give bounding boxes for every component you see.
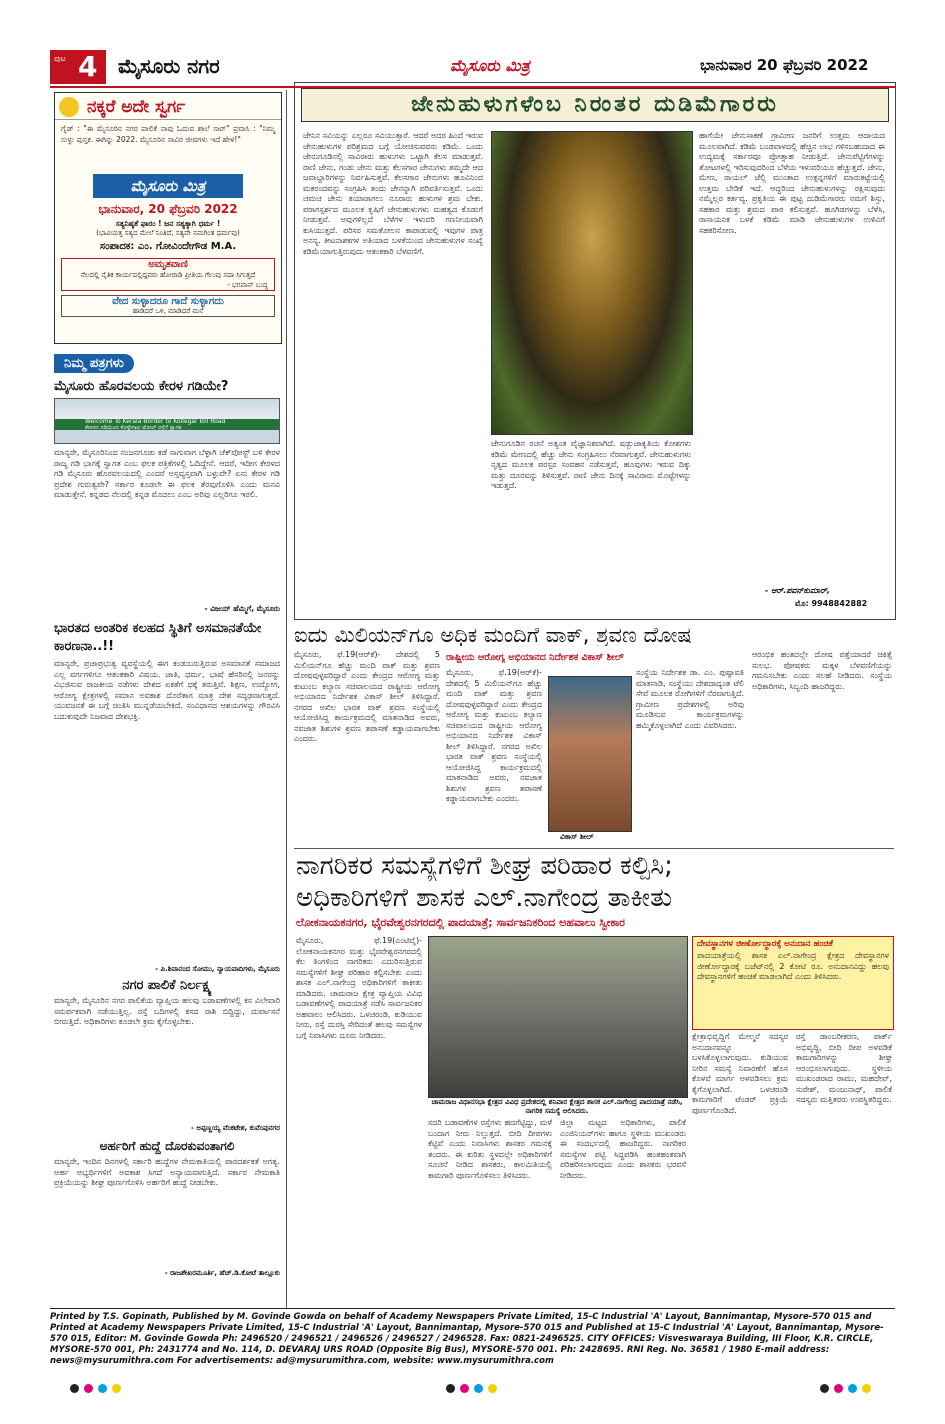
temple-box-body: ಪಾದಯಾತ್ರೆಯಲ್ಲಿ ಶಾಸಕ ಎಲ್.ನಾಗೇಂದ್ರ ಕ್ಷೇತ್ರದ ದೇವಸ್ಥಾನಗಳ ಜೀರ್ಣೋದ್ಧಾರಕ್ಕೆ ಬಜೆಟ್‌ನಲ್ಲಿ 2 ಕೋಟಿ ರೂ. ಅನುದಾನವಿದ್ದು ಹಲವು ದೇವಸ್ಥಾನಗಳಿಗೆ ಹಂಚಿಕೆ ಮಾಡಲಾಗಿದೆ ಎಂದು ತಿಳಿಸಿದರು. [697, 951, 889, 981]
walk-photo-caption: ವಿಕಾಸ್ ಶೀಲ್ [560, 832, 594, 841]
letter1-headline: ಮೈಸೂರು ಹೊರವಲಯ ಕೇರಳ ಗಡಿಯೇ? [54, 379, 229, 394]
letter2-signature: - ಪಿ.ಶಿವಾನಂದ ಸೋಮು, ನ್ಯಾಯವಾದಿಗಳು, ಮೈಸೂರು [155, 965, 280, 973]
nagarika-col4b: ರಸ್ತೆ ಡಾಂಬರೀಕರಣ, ಪಾರ್ಕ್ ಅಭಿವೃದ್ಧಿ, ಬೀದಿ ದೀಪ ಅಳವಡಿಕೆ ಕಾಮಗಾರಿಗಳನ್ನು ಶೀಘ್ರ ಆರಂಭಿಸಲಾಗುವುದು. ಸ್ಥಳೀಯ ಮುಖಂಡರಾದ ರಾಮು, ಮಹದೇವ್, ಸುರೇಶ್, ಮಂಜುನಾಥ್, ಪಾಲಿಕೆ ಸದಸ್ಯರು ಮತ್ತಿತರರು ಉಪಸ್ಥಿತರಿದ್ದರು. [796, 1032, 892, 1104]
page-number-box [50, 50, 106, 84]
veda-sub: ಹಾಡಿದರೆ ಒಳಿ, ಮಾಡಿದರೆ ಮನೆ [132, 307, 204, 315]
nakkare-joke: ಗೈಡ್ : "ಈ ಮೈಸೂರಿನ ನಗರ ಪಾಲಿಕೆ ನಾವು ಓದುವ ಶಾಲೆ ಸಾರ್" ಪ್ರವಾಸಿ : "ನಿಮ್ಮ ಸುಳ್ಳು ಪುಸ್ತಕ. ಈಗಿನ್ನು 2022. ಮೈಸೂರಿನ ಸಾವಿರ ಜೀವಗಳು ಇದೆ ಹೇಳಿ!" [61, 124, 275, 144]
letters-column [54, 352, 280, 1278]
amrutavani-author: - ಭಗವಾನ್ ಬುದ್ಧ [227, 281, 268, 289]
bee-article [294, 82, 896, 620]
masthead-mini: ಮೈಸೂರು ಮಿತ್ರ [450, 56, 530, 75]
page-number: 4 [78, 50, 98, 83]
letter4-headline: ಅರ್ಹರಿಗೆ ಹುದ್ದೆ ದೊರಕುವಂತಾಗಲಿ [99, 1139, 235, 1153]
padayatra-caption: ಚಾಮರಾಜ ವಿಧಾನಸಭಾ ಕ್ಷೇತ್ರದ ವಿವಿಧ ಪ್ರದೇಶದಲ್ಲಿ ಶನಿವಾರ ಕ್ಷೇತ್ರದ ಶಾಸಕ ಎಲ್.ನಾಗೇಂದ್ರ ಪಾದಯಾತ್ರೆ ನಡೆಸಿ, ನಾಗರಿಕ ಸಮಸ್ಯೆ ಆಲಿಸಿದರು. [431, 1098, 683, 1115]
beehive-photo [491, 131, 693, 435]
brand-banner: ಮೈಸೂರು ಮಿತ್ರ [93, 174, 243, 198]
nakkare-date: ಭಾನುವಾರ, 20 ಫೆಬ್ರವರಿ 2022 [98, 202, 238, 216]
bee-phone: ಮೊ: 9948842882 [795, 599, 868, 608]
registration-dots-center [446, 1378, 502, 1397]
letter1-body: ಮಾನ್ಯರೇ, ಮೈಸೂರಿನಿಂದ ನಂಜನಗೂಡು ಕಡೆ ಸಾಗುವಾಗ ಬೆಳ್ಳಾಗಿ ಚೆಕ್‌ಪೋಸ್ಟ್ ಬಳಿ ಕೇರಳ ರಾಜ್ಯ ಗಡಿ ಭಾಗಕ್ಕೆ ಸ್ವಾಗತ ಎಂಬ ಫಲಕ ಪತ್ರಿಕೆಗಳಲ್ಲಿ ಓದಿದ್ದೇನೆ. ಆದರೆ, ಇದೀಗ ಕೇರಳದ ಗಡಿ ಮೈಸೂರು ಹೊರವಲಯದಲ್ಲಿ ಎಂದರೆ ಅಸ್ತವ್ಯಸ್ತವಾಗಿ ಬಳ್ಳುವೇ? ಏನು ಕೇರಳ ಗಡಿ ಪ್ರದೇಶ ಗುರುತ್ವವೇ? ಸರ್ಕಾರ ಕೂಡಲೇ ಈ ಫಲಕ ತೆರವುಗೊಳಿಸಿ ಎಂದು ಮನವಿ ಮಾಡುತ್ತೇನೆ. ಕನ್ನಡದ ನೆಲದಲ್ಲಿ ಕನ್ನಡ ಮೊದಲು ಎಂಬ ಅರಿವು ಎಲ್ಲರಿಗೂ ಇರಲಿ. [54, 448, 280, 499]
temple-box-title: ದೇವಸ್ಥಾನಗಳ ಜೀರ್ಣೋದ್ಧಾರಕ್ಕೆ ಅನುದಾನ ಹಂಚಿಕೆ [697, 939, 833, 949]
veda-text: ವೇದ ಸುಳ್ಳಾದರೂ ಗಾದೆ ಸುಳ್ಳಾಗದು [112, 296, 224, 307]
imprint-line: Printed by T.S. Gopinath, Published by M. Govinde Gowda on behalf of Academy Newspapers Private Limited, 15-C Industrial 'A' Layout, Bannimantap, Mysore-570 015 and Printed at Academy Newspapers Private Limited, 15-C Industrial 'A' Layout, Bannimantap, Mysore-570 015 and Published at 15-C Industrial 'A' Layout, Bannimantap, Mysore-570 015, Editor: M. Govinde Gowda Ph: 2496520 / 2496521 / 2496526 / 2496527 / 2496528. Fax: 0821-2496525. CITY OFFICES: Visveswaraya Building, III Floor, K.R. CIRCLE, MYSORE-570 001, Ph: 2431774 and No. 114, D. DEVARAJ URS ROAD (Opposite Big Bus), MYSORE-570 001. Ph: 2428695. RNI Reg. No. 36581 / 1980 E-mail address: news@mysurumithra.com For advertisements: ad@mysurumithra.com, website: www.mysurumithra.com [50, 1312, 884, 1366]
section-title: ಮೈಸೂರು ನಗರ [118, 54, 220, 78]
sign-kannada: ಕೇರಳದ ಗಡಿಯಿಂದ ಕೊಳ್ಳೇಗಾಲ ಟೋಲ್ ರಸ್ತೆಗೆ ಸ್ವಾಗತ [85, 425, 182, 431]
bee-col2: ಜೇನುಗೂಡಿನ ರಚನೆ ಅತ್ಯಂತ ವೈಜ್ಞಾನಿಕವಾಗಿದೆ. ಷಡ್ಭುಜಾಕೃತಿಯ ಕೋಶಗಳು ಕಡಿಮೆ ಮೇಣದಲ್ಲಿ ಹೆಚ್ಚು ಜೇನು ಸಂಗ್ರಹಿಸಲು ನೆರವಾಗುತ್ತವೆ. ಜೇನುಹುಳುಗಳು ನೃತ್ಯದ ಮೂಲಕ ಪರಸ್ಪರ ಸಂವಹನ ನಡೆಸುತ್ತವೆ, ಹೂವುಗಳು ಇರುವ ದಿಕ್ಕು ಮತ್ತು ದೂರವನ್ನು ತಿಳಿಸುತ್ತವೆ. ರಾಣಿ ಜೇನು ದಿನಕ್ಕೆ ಸಾವಿರಾರು ಮೊಟ್ಟೆಗಳನ್ನು ಇಡುತ್ತದೆ. [491, 439, 691, 490]
tagline-2: (ಭಾವಿಯತ್ತ ಸತ್ಯದ ಮೇಲೆ ನಿಂತಿದೆ, ಸತ್ಯವೇ ನಮಗಿಂತ ಧರ್ಮವು) [96, 229, 240, 237]
letter1-signature: - ವಿಜಯ್ ಹೆಮ್ಮಿಗೆ, ಮೈಸೂರು [204, 604, 280, 613]
bee-col3: ಹಾಗೆಯೇ ಜೇನುಸಾಕಣೆ ಗ್ರಾಮೀಣ ಜನರಿಗೆ ಉತ್ತಮ ಆದಾಯದ ಮೂಲವಾಗಿದೆ. ಕಡಿಮೆ ಬಂಡವಾಳದಲ್ಲಿ ಹೆಚ್ಚಿನ ಲಾಭ ಗಳಿಸಬಹುದಾದ ಈ ಉದ್ಯಮಕ್ಕೆ ಸರ್ಕಾರವೂ ಪ್ರೋತ್ಸಾಹ ನೀಡುತ್ತಿದೆ. ಜೇನುಪೆಟ್ಟಿಗೆಗಳನ್ನು ತೋಟಗಳಲ್ಲಿ ಇರಿಸುವುದರಿಂದ ಬೆಳೆಯ ಇಳುವರಿಯೂ ಹೆಚ್ಚುತ್ತದೆ. ಜೇನು, ಮೇಣ, ರಾಯಲ್ ಜೆಲ್ಲಿ ಮುಂತಾದ ಉತ್ಪನ್ನಗಳಿಗೆ ಮಾರುಕಟ್ಟೆಯಲ್ಲಿ ಉತ್ತಮ ಬೇಡಿಕೆ ಇದೆ. ಆದ್ದರಿಂದ ಜೇನುಹುಳುಗಳನ್ನು ರಕ್ಷಿಸುವುದು ನಮ್ಮೆಲ್ಲರ ಕರ್ತವ್ಯ. ಪ್ರಕೃತಿಯ ಈ ಪುಟ್ಟ ದುಡಿಮೆಗಾರರು ನಮಗೆ ಶಿಸ್ತು, ಸಹಕಾರ ಮತ್ತು ಶ್ರಮದ ಪಾಠ ಕಲಿಸುತ್ತವೆ. ಹೂಗಿಡಗಳನ್ನು ಬೆಳೆಸಿ, ರಾಸಾಯನಿಕ ಬಳಕೆ ಕಡಿಮೆ ಮಾಡಿ ಜೇನುಹುಳುಗಳ ಉಳಿವಿಗೆ ಸಹಕರಿಸೋಣ. [699, 131, 885, 235]
letter4-body: ಮಾನ್ಯರೇ, ಇಂದಿನ ದಿನಗಳಲ್ಲಿ ಸರ್ಕಾರಿ ಹುದ್ದೆಗಳ ನೇಮಕಾತಿಯಲ್ಲಿ ಪಾರದರ್ಶಕತೆ ಅಗತ್ಯ. ಅರ್ಹ ಅಭ್ಯರ್ಥಿಗಳಿಗೆ ಅವಕಾಶ ಸಿಗದೆ ಅನ್ಯಾಯವಾಗುತ್ತಿದೆ. ಸರ್ಕಾರ ನೇಮಕಾತಿ ಪ್ರಕ್ರಿಯೆಯನ್ನು ಶೀಘ್ರ ಪೂರ್ಣಗೊಳಿಸಿ ಅರ್ಹರಿಗೆ ಹುದ್ದೆ ನೀಡಬೇಕು. [54, 1157, 280, 1187]
letter2-headline: ಭಾರತದ ಅಂತರಿಕ ಕಲಹದ ಸ್ಥಿತಿಗೆ ಅಸಮಾನತೆಯೇ ಕಾರಣನಾ..!! [54, 621, 262, 654]
bee-col1: ಜೇನಿನ ಸವಿಯನ್ನು ಎಲ್ಲರೂ ಸವಿಯುತ್ತಾರೆ. ಆದರೆ ಅದರ ಹಿಂದೆ ಇರುವ ಜೇನುಹುಳುಗಳ ಪರಿಶ್ರಮದ ಬಗ್ಗೆ ಯೋಚಿಸುವವರು ಕಡಿಮೆ. ಒಂದು ಜೇನುಗೂಡಿನಲ್ಲಿ ಸಾವಿರಾರು ಹುಳುಗಳು ಒಟ್ಟಾಗಿ ಕೆಲಸ ಮಾಡುತ್ತವೆ. ರಾಣಿ ಜೇನು, ಗಂಡು ಜೇನು ಮತ್ತು ಕೆಲಸಗಾರ ಜೇನುಗಳು ತಮ್ಮದೇ ಆದ ಜವಾಬ್ದಾರಿಗಳನ್ನು ನಿರ್ವಹಿಸುತ್ತವೆ. ಕೆಲಸಗಾರ ಜೇನುಗಳು ಹೂವಿನಿಂದ ಮಕರಂದವನ್ನು ಸಂಗ್ರಹಿಸಿ ತಂದು ಜೇನನ್ನಾಗಿ ಪರಿವರ್ತಿಸುತ್ತವೆ. ಒಂದು ಚಮಚ ಜೇನು ತಯಾರಾಗಲು ನೂರಾರು ಹುಳುಗಳ ಶ್ರಮ ಬೇಕು. ಪರಾಗಸ್ಪರ್ಶದ ಮೂಲಕ ಕೃಷಿಗೆ ಜೇನುಹುಳುಗಳು ಮಹತ್ವದ ಕೊಡುಗೆ ನೀಡುತ್ತವೆ. ಅವುಗಳಿಲ್ಲದೆ ಬೆಳೆಗಳ ಇಳುವರಿ ಗಣನೀಯವಾಗಿ ಕುಸಿಯುತ್ತದೆ. ಪರಿಸರ ಸಮತೋಲನ ಕಾಪಾಡುವಲ್ಲಿ ಇವುಗಳ ಪಾತ್ರ ಅನನ್ಯ. ಕೀಟನಾಶಕಗಳ ಅತಿಯಾದ ಬಳಕೆಯಿಂದ ಜೇನುಹುಳುಗಳ ಸಂಖ್ಯೆ ಕಡಿಮೆಯಾಗುತ್ತಿರುವುದು ಆತಂಕಕಾರಿ ಬೆಳವಣಿಗೆ. [303, 131, 483, 256]
bee-headline: ಜೇನುಹುಳುಗಳೆಂಬ ನಿರಂತರ ದುಡಿಮೆಗಾರರು [301, 88, 889, 122]
registration-dots-left [70, 1378, 126, 1397]
nagarika-subheadline: ಲೋಕನಾಯಕನಗರ, ಭೈರವೇಶ್ವರನಗರದಲ್ಲಿ ಪಾದಯಾತ್ರೆ; ಸಾರ್ವಜನಿಕರಿಂದ ಅಹವಾಲು ಸ್ವೀಕಾರ [296, 916, 625, 929]
nagarika-col1: ಮೈಸೂರು, ಫೆ.19(ಎಂಟಿವೈ)- ಲೋಕನಾಯಕನಗರ ಮತ್ತು ಭೈರವೇಶ್ವರನಗರದಲ್ಲಿ ಕೆಲ ತಿಂಗಳಿಂದ ನಾಗರಿಕರು ಎದುರಿಸುತ್ತಿರುವ ಸಮಸ್ಯೆಗಳಿಗೆ ಶೀಘ್ರ ಪರಿಹಾರ ಕಲ್ಪಿಸಬೇಕು ಎಂದು ಶಾಸಕ ಎಲ್.ನಾಗೇಂದ್ರ ಅಧಿಕಾರಿಗಳಿಗೆ ತಾಕೀತು ಮಾಡಿದರು. ಚಾಮರಾಜ ಕ್ಷೇತ್ರ ವ್ಯಾಪ್ತಿಯ ವಿವಿಧ ಬಡಾವಣೆಗಳಲ್ಲಿ ಪಾದಯಾತ್ರೆ ನಡೆಸಿ ಸಾರ್ವಜನಿಕರ ಅಹವಾಲು ಆಲಿಸಿದರು. ಒಳಚರಂಡಿ, ಕುಡಿಯುವ ನೀರು, ರಸ್ತೆ ದುರಸ್ತಿ ಸೇರಿದಂತೆ ಹಲವು ಸಮಸ್ಯೆಗಳ ಬಗ್ಗೆ ನಿವಾಸಿಗಳು ದೂರು ನೀಡಿದರು. [296, 936, 422, 1040]
nagarika-headline-1: ನಾಗರಿಕರ ಸಮಸ್ಯೆಗಳಿಗೆ ಶೀಘ್ರ ಪರಿಹಾರ ಕಲ್ಪಿಸಿ; [296, 851, 673, 881]
amrutavani-title: ಅಮೃತವಾಣಿ [148, 259, 188, 270]
kerala-sign-photo [54, 398, 280, 444]
registration-dots-right [820, 1378, 876, 1397]
sign-english: Welcome To Kerala Border to Kollegal Toll Road [85, 418, 226, 425]
letter3-signature: - ಅಪ್ಪಣ್ಣಯ್ಯ ವೆಂಕಟೇಶ, ಕುವೆಂಪುನಗರ [190, 1124, 280, 1132]
walk-headline: ಐದು ಮಿಲಿಯನ್‌ಗೂ ಅಧಿಕ ಮಂದಿಗೆ ವಾಕ್, ಶ್ರವಣ ದೋಷ [294, 624, 692, 646]
amrutavani-text: ನೆಲದಲ್ಲಿ ನೈತಿಕ ಕಾರ್ಯದಲ್ಲಿದ್ದವರು ಹೋರಾಡಿ ಪ್ರೀತಿಯ ಗೆಲುವು ಸದಾ ಸಿಗುತ್ತದೆ [80, 271, 256, 279]
nakkare-box [54, 92, 282, 344]
letter4-signature: - ರಾಜಶೇಖರಮೂರ್ತಿ, ಹೆಚ್.ಡಿ.ಕೋಟೆ ತಾಲ್ಲೂಕು [164, 1269, 280, 1277]
letter3-body: ಮಾನ್ಯರೇ, ಮೈಸೂರಿನ ನಗರ ಪಾಲಿಕೆಯ ವ್ಯಾಪ್ತಿಯ ಹಲವು ಬಡಾವಣೆಗಳಲ್ಲಿ ಕಸ ವಿಲೇವಾರಿ ಸಮರ್ಪಕವಾಗಿ ನಡೆಯುತ್ತಿಲ್ಲ. ರಸ್ತೆ ಬದಿಗಳಲ್ಲಿ ಕಸದ ರಾಶಿ ಬಿದ್ದಿದ್ದು, ದುರ್ವಾಸನೆ ಬೀರುತ್ತಿದೆ. ಅಧಿಕಾರಿಗಳು ಕೂಡಲೇ ಕ್ರಮ ಕೈಗೊಳ್ಳಬೇಕು. [54, 996, 280, 1026]
padayatra-photo [428, 936, 688, 1098]
bee-byline: - ಆರ್.ಪವನ್‌ಕುಮಾರ್, [765, 586, 830, 595]
letter3-headline: ನಗರ ಪಾಲಿಕೆ ನಿರ್ಲಕ್ಷ್ಯ [122, 978, 212, 993]
nagarika-col4a: ಕ್ಷೇತ್ರಾಭಿವೃದ್ಧಿಗೆ ಮೇಲ್ಮನೆ ಸದಸ್ಯರ ಅನುದಾನವನ್ನೂ ಬಳಸಿಕೊಳ್ಳಲಾಗುವುದು. ಕುಡಿಯುವ ನೀರಿನ ಸಮಸ್ಯೆ ನಿವಾರಣೆಗೆ ಹೊಸ ಕೊಳವೆ ಮಾರ್ಗ ಅಳವಡಿಸಲು ಕ್ರಮ ಕೈಗೊಳ್ಳಲಾಗಿದೆ. ಒಳಚರಂಡಿ ಕಾಮಗಾರಿಗೆ ಟೆಂಡರ್ ಪ್ರಕ್ರಿಯೆ ಪೂರ್ಣಗೊಂಡಿದೆ. [692, 1032, 788, 1115]
page-label: ಪುಟ [54, 54, 66, 63]
walk-col4: ಆರಂಭಿಕ ಹಂತದಲ್ಲೇ ದೋಷ ಪತ್ತೆಯಾದರೆ ಚಿಕಿತ್ಸೆ ಸುಲಭ. ಪೋಷಕರು ಮಕ್ಕಳ ಬೆಳವಣಿಗೆಯನ್ನು ಗಮನಿಸಬೇಕು ಎಂದು ಸಲಹೆ ನೀಡಿದರು. ಸಂಸ್ಥೆಯ ಅಧಿಕಾರಿಗಳು, ಸಿಬ್ಬಂದಿ ಹಾಜರಿದ್ದರು. [752, 650, 892, 691]
tagline-1: ಸತ್ಯನಿಷ್ಠತೆ ಫಾರಂ ! ಜನ ಸತ್ಯಕ್ಕಾಗಿ ಧರ್ಮ ! [115, 219, 221, 228]
editor-line: ಸಂಪಾದಕ: ಎಂ. ಗೋವಿಂದೇಗೌಡ M.A. [99, 241, 237, 252]
walk-col2: ಮೈಸೂರು, ಫೆ.19(ಆರ್‌ಕೆ)- ದೇಶದಲ್ಲಿ 5 ಮಿಲಿಯನ್‌ಗೂ ಹೆಚ್ಚು ಮಂದಿ ವಾಕ್ ಮತ್ತು ಶ್ರವಣ ದೋಷವುಳ್ಳವರಿದ್ದಾರೆ ಎಂದು ಕೇಂದ್ರದ ಆರೋಗ್ಯ ಮತ್ತು ಕುಟುಂಬ ಕಲ್ಯಾಣ ಸಚಿವಾಲಯದ ರಾಷ್ಟ್ರೀಯ ಆರೋಗ್ಯ ಅಭಿಯಾನದ ನಿರ್ದೇಶಕ ವಿಕಾಸ್ ಶೀಲ್ ತಿಳಿಸಿದ್ದಾರೆ. ನಗರದ ಅಖಿಲ ಭಾರತ ವಾಕ್ ಶ್ರವಣ ಸಂಸ್ಥೆಯಲ್ಲಿ ಆಯೋಜಿಸಿದ್ದ ಕಾರ್ಯಕ್ರಮದಲ್ಲಿ ಮಾತನಾಡಿದ ಅವರು, ನವಜಾತ ಶಿಶುಗಳ ಶ್ರವಣ ತಪಾಸಣೆ ಕಡ್ಡಾಯವಾಗಬೇಕು ಎಂದರು. [446, 668, 542, 803]
letter2-body: ಮಾನ್ಯರೇ, ಪ್ರಜಾಪ್ರಭುತ್ವ ವ್ಯವಸ್ಥೆಯಲ್ಲಿ ಈಗ ಕಂಡುಬರುತ್ತಿರುವ ಅಸಮಾನತೆ ಸಮಾಜದ ಎಲ್ಲ ವರ್ಗಗಳಿಗೂ ಆತಂಕಕಾರಿ ವಿಷಯ. ಜಾತಿ, ಧರ್ಮ, ಭಾಷೆ ಹೆಸರಿನಲ್ಲಿ ಜನರನ್ನು ವಿಭಜಿಸುವ ರಾಜಕೀಯ ನಡೆಗಳು ದೇಶದ ಏಕತೆಗೆ ಧಕ್ಕೆ ತರುತ್ತಿವೆ. ಶಿಕ್ಷಣ, ಉದ್ಯೋಗ, ಆರೋಗ್ಯ ಕ್ಷೇತ್ರಗಳಲ್ಲಿ ಸಮಾನ ಅವಕಾಶ ದೊರೆತಾಗ ಮಾತ್ರ ದೇಶ ಸದೃಢವಾಗುತ್ತದೆ. ಯುವಜನತೆ ಈ ಬಗ್ಗೆ ಚಿಂತಿಸಿ ಮುನ್ನಡೆಯಬೇಕಿದೆ. ಸಂವಿಧಾನದ ಆಶಯಗಳನ್ನು ಗೌರವಿಸಿ ಬದುಕುವುದೇ ನಿಜವಾದ ದೇಶಭಕ್ತಿ. [54, 659, 280, 721]
nagarika-headline-2: ಅಧಿಕಾರಿಗಳಿಗೆ ಶಾಸಕ ಎಲ್.ನಾಗೇಂದ್ರ ತಾಕೀತು [296, 883, 673, 913]
temple-grant-box [692, 936, 894, 1030]
column-rule [286, 90, 287, 1308]
issue-date: ಭಾನುವಾರ 20 ಫೆಬ್ರವರಿ 2022 [700, 56, 869, 74]
walk-col1: ಮೈಸೂರು, ಫೆ.19(ಆರ್‌ಕೆ)- ದೇಶದಲ್ಲಿ 5 ಮಿಲಿಯನ್‌ಗೂ ಹೆಚ್ಚು ಮಂದಿ ವಾಕ್ ಮತ್ತು ಶ್ರವಣ ದೋಷವುಳ್ಳವರಿದ್ದಾರೆ ಎಂದು ಕೇಂದ್ರದ ಆರೋಗ್ಯ ಮತ್ತು ಕುಟುಂಬ ಕಲ್ಯಾಣ ಸಚಿವಾಲಯದ ರಾಷ್ಟ್ರೀಯ ಆರೋಗ್ಯ ಅಭಿಯಾನದ ನಿರ್ದೇಶಕ ವಿಕಾಸ್ ಶೀಲ್ ತಿಳಿಸಿದ್ದಾರೆ. ನಗರದ ಅಖಿಲ ಭಾರತ ವಾಕ್ ಶ್ರವಣ ಸಂಸ್ಥೆಯಲ್ಲಿ ಆಯೋಜಿಸಿದ್ದ ಕಾರ್ಯಕ್ರಮದಲ್ಲಿ ಮಾತನಾಡಿದ ಅವರು, ನವಜಾತ ಶಿಶುಗಳ ಶ್ರವಣ ತಪಾಸಣೆ ಕಡ್ಡಾಯವಾಗಬೇಕು ಎಂದರು. [294, 650, 440, 743]
nagarika-col3: ಜಿಲ್ಲಾ ಮಟ್ಟದ ಅಧಿಕಾರಿಗಳು, ಪಾಲಿಕೆ ಎಂಜಿನಿಯರ್‌ಗಳು ಹಾಗೂ ಸ್ಥಳೀಯ ಮುಖಂಡರು ಈ ಸಂದರ್ಭದಲ್ಲಿ ಹಾಜರಿದ್ದರು. ನಾಗರಿಕರ ಸಮಸ್ಯೆಗಳ ಪಟ್ಟಿ ಸಿದ್ಧಪಡಿಸಿ ಹಂತಹಂತವಾಗಿ ಪರಿಹರಿಸಲಾಗುವುದು ಎಂದು ಶಾಸಕರು ಭರವಸೆ ನೀಡಿದರು. [560, 1118, 686, 1180]
nagarika-col2: ಸದರಿ ಬಡಾವಣೆಗಳ ರಸ್ತೆಗಳು ಹದಗೆಟ್ಟಿದ್ದು, ಮಳೆ ಬಂದಾಗ ನೀರು ನಿಲ್ಲುತ್ತದೆ. ಬೀದಿ ದೀಪಗಳು ಕೆಟ್ಟಿವೆ ಎಂದು ನಿವಾಸಿಗಳು ಶಾಸಕರ ಗಮನಕ್ಕೆ ತಂದರು. ಈ ಕುರಿತು ಸ್ಥಳದಲ್ಲೇ ಅಧಿಕಾರಿಗಳಿಗೆ ಸೂಚನೆ ನೀಡಿದ ಶಾಸಕರು, ಕಾಲಮಿತಿಯಲ್ಲಿ ಕಾಮಗಾರಿ ಪೂರ್ಣಗೊಳಿಸಲು ತಿಳಿಸಿದರು. [428, 1118, 552, 1180]
walk-subheadline: ರಾಷ್ಟ್ರೀಯ ಆರೋಗ್ಯ ಅಭಿಯಾನದ ನಿರ್ದೇಶಕ ವಿಕಾಸ್ ಶೀಲ್ [446, 652, 624, 663]
article-rule [294, 848, 894, 849]
walk-col3: ಸಂಸ್ಥೆಯ ನಿರ್ದೇಶಕ ಡಾ. ಎಂ. ಪುಷ್ಪಾವತಿ ಮಾತನಾಡಿ, ಸಂಸ್ಥೆಯು ದೇಶದಾದ್ಯಂತ ಟೆಲಿ ಸೇವೆ ಮೂಲಕ ರೋಗಿಗಳಿಗೆ ನೆರವಾಗುತ್ತಿದೆ. ಗ್ರಾಮೀಣ ಪ್ರದೇಶಗಳಲ್ಲಿ ಅರಿವು ಮೂಡಿಸುವ ಕಾರ್ಯಕ್ರಮಗಳನ್ನು ಹಮ್ಮಿಕೊಳ್ಳಲಾಗಿದೆ ಎಂದು ವಿವರಿಸಿದರು. [636, 668, 744, 730]
letters-label: ನಿಮ್ಮ ಪತ್ರಗಳು [54, 354, 134, 373]
footer-rule [50, 1308, 895, 1309]
vikas-sheel-photo [548, 676, 632, 832]
smiley-icon [59, 97, 79, 117]
nakkare-title: ನಕ್ಕರೆ ಅದೇ ಸ್ವರ್ಗ [87, 97, 186, 117]
